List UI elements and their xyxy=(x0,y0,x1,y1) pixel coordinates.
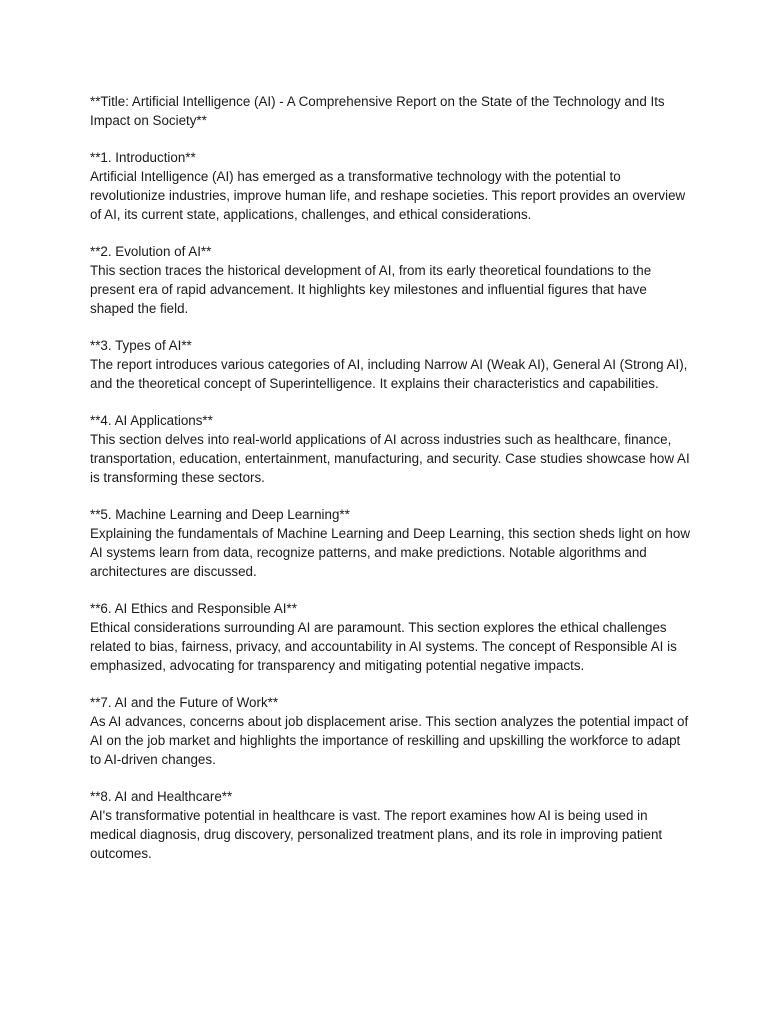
section-body: This section traces the historical development of AI, from its early theoretical foundations to the present era of rapid advancement. It highlights key milestones and influential figures that have shaped the field. xyxy=(90,263,652,316)
section-body: Ethical considerations surrounding AI are paramount. This section explores the ethical challenges related to bias, fairness, privacy, and accountability in AI systems. The concept of Responsible AI is emphasized, advocating for transparency and mitigating potential negative impacts. xyxy=(90,620,677,673)
section-heading: **8. AI and Healthcare** xyxy=(90,789,233,804)
section-machine-learning xyxy=(90,505,690,581)
document-title: **Title: Artificial Intelligence (AI) - A Comprehensive Report on the State of the Technology and Its Impact on Society** xyxy=(90,94,665,128)
section-types-of-ai xyxy=(90,336,690,393)
section-ai-ethics xyxy=(90,599,690,675)
section-ai-healthcare xyxy=(90,787,690,863)
section-heading: **5. Machine Learning and Deep Learning** xyxy=(90,507,350,522)
section-future-of-work xyxy=(90,693,690,769)
section-body: The report introduces various categories of AI, including Narrow AI (Weak AI), General AI (Strong AI), and the theoretical concept of Superintelligence. It explains their characteristics and capabilities. xyxy=(90,357,688,391)
section-evolution-of-ai xyxy=(90,242,690,318)
section-heading: **4. AI Applications** xyxy=(90,413,213,428)
section-body: Explaining the fundamentals of Machine Learning and Deep Learning, this section sheds light on how AI systems learn from data, recognize patterns, and make predictions. Notable algorithms and architectures are discussed. xyxy=(90,526,690,579)
section-introduction xyxy=(90,148,690,224)
section-body: As AI advances, concerns about job displacement arise. This section analyzes the potential impact of AI on the job market and highlights the importance of reskilling and upskilling the workforce to adapt to AI-driven changes. xyxy=(90,714,689,767)
document-page xyxy=(90,92,690,881)
section-ai-applications xyxy=(90,411,690,487)
section-heading: **3. Types of AI** xyxy=(90,338,192,353)
section-heading: **2. Evolution of AI** xyxy=(90,244,212,259)
section-heading: **6. AI Ethics and Responsible AI** xyxy=(90,601,297,616)
section-heading: **1. Introduction** xyxy=(90,150,196,165)
section-heading: **7. AI and the Future of Work** xyxy=(90,695,279,710)
section-body: AI's transformative potential in healthcare is vast. The report examines how AI is being used in medical diagnosis, drug discovery, personalized treatment plans, and its role in improving patient outcomes. xyxy=(90,808,663,861)
section-body: This section delves into real-world applications of AI across industries such as healthcare, finance, transportation, education, entertainment, manufacturing, and security. Case studies showcase how AI is transforming these sectors. xyxy=(90,432,690,485)
section-body: Artificial Intelligence (AI) has emerged as a transformative technology with the potential to revolutionize industries, improve human life, and reshape societies. This report provides an overview of AI, its current state, applications, challenges, and ethical considerations. xyxy=(90,169,686,222)
